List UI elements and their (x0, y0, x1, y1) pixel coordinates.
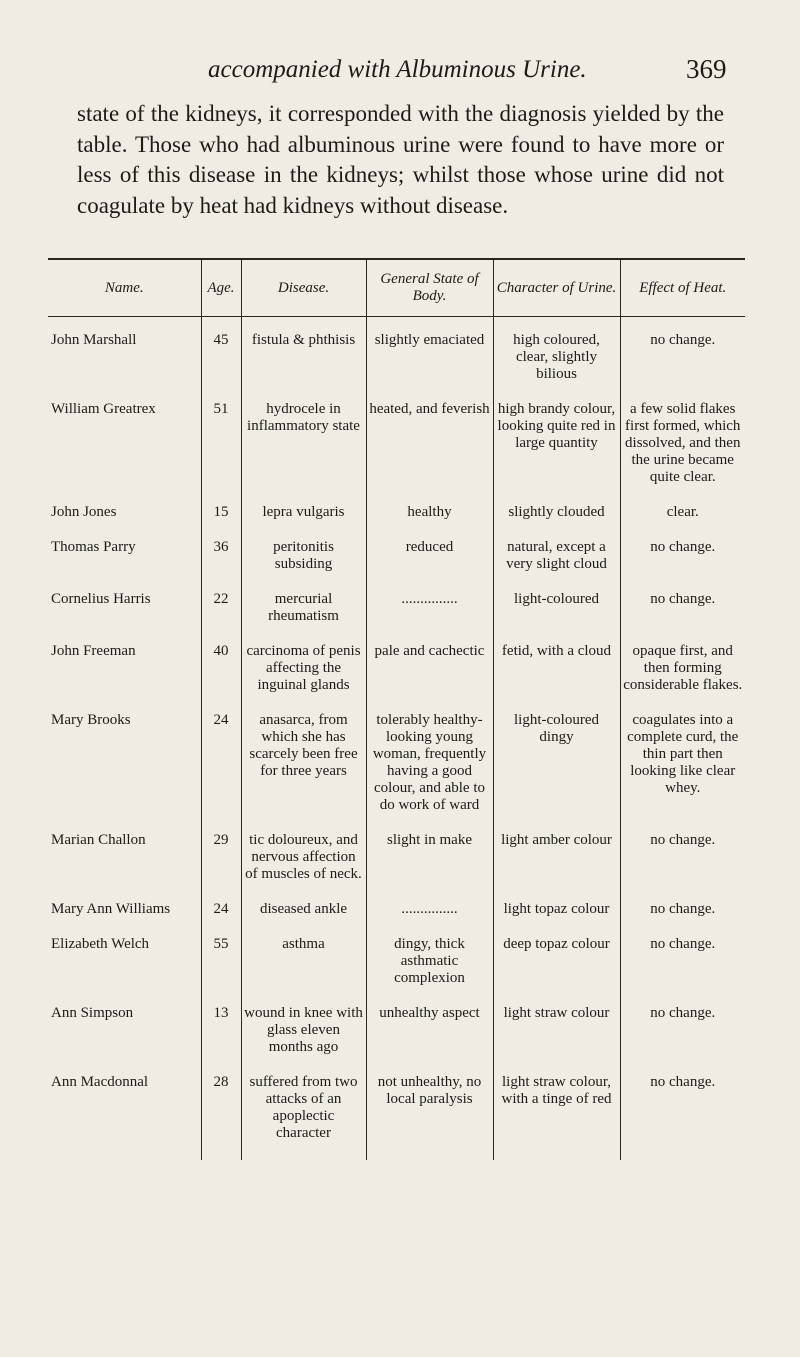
cell-age: 40 (201, 643, 241, 712)
cell-name: John Freeman (51, 643, 136, 659)
cell-disease: fistula & phthisis (241, 332, 366, 401)
cell-heat-effect: no change. (620, 901, 745, 936)
cell-name: William Greatrex (51, 401, 156, 417)
cell-name: Thomas Parry (51, 539, 136, 555)
cell-general-state: pale and cachectic (366, 643, 493, 712)
spacer-cell (620, 317, 745, 333)
cell-name: John Marshall (51, 332, 137, 348)
cell-general-state: ............... (366, 591, 493, 643)
cell-name: Ann Simpson (51, 1005, 134, 1021)
cell-age: 24 (201, 901, 241, 936)
cell-name: Elizabeth Welch (51, 936, 150, 952)
page-header (0, 50, 800, 86)
header-age: Age. (201, 260, 241, 317)
cell-disease: peritonitis subsiding (241, 539, 366, 591)
cell-age: 22 (201, 591, 241, 643)
cell-urine-character: light straw colour (493, 1005, 620, 1074)
table-row (48, 591, 745, 643)
cell-urine-character: light topaz colour (493, 901, 620, 936)
spacer-cell (366, 317, 493, 333)
cell-heat-effect: a few solid flakes first formed, which dissolved, and then the urine became quite clear. (620, 401, 745, 504)
cell-age: 29 (201, 832, 241, 901)
cell-heat-effect: no change. (620, 332, 745, 401)
cell-age: 55 (201, 936, 241, 1005)
spacer-cell (493, 317, 620, 333)
spacer-cell (241, 317, 366, 333)
cell-heat-effect: coagulates into a complete curd, the thin part then looking like clear whey. (620, 712, 745, 832)
table-row (48, 332, 745, 401)
page-number: 369 (686, 54, 727, 84)
table-row (48, 1005, 745, 1074)
table-row (48, 832, 745, 901)
table-row (48, 539, 745, 591)
header-disease: Disease. (241, 260, 366, 317)
cell-disease: hydrocele in inflammatory state (241, 401, 366, 504)
cell-heat-effect: no change. (620, 832, 745, 901)
cell-age: 36 (201, 539, 241, 591)
cell-age: 51 (201, 401, 241, 504)
cell-general-state: tolerably healthy-looking young woman, frequently having a good colour, and able to do work of ward (366, 712, 493, 832)
cell-name: John Jones (51, 504, 117, 520)
cell-heat-effect: no change. (620, 539, 745, 591)
cell-age: 24 (201, 712, 241, 832)
cell-urine-character: high coloured, clear, slightly bilious (493, 332, 620, 401)
cell-disease: tic doloureux, and nervous affection of muscles of neck. (241, 832, 366, 901)
cell-urine-character: fetid, with a cloud (493, 643, 620, 712)
cell-name: Mary Brooks (51, 712, 131, 728)
intro-paragraph: state of the kidneys, it corresponded with the diagnosis yielded by the table. Those who had albuminous urine were found to have more or less of this disease in the kidneys; whilst those whose urine did not coagulate by heat had kidneys without disease. (77, 101, 724, 218)
cell-disease: suffered from two attacks of an apoplectic character (241, 1074, 366, 1160)
cell-urine-character: light-coloured dingy (493, 712, 620, 832)
cell-disease: anasarca, from which she has scarcely been free for three years (241, 712, 366, 832)
cell-heat-effect: no change. (620, 1074, 745, 1160)
cell-urine-character: natural, except a very slight cloud (493, 539, 620, 591)
patient-table (48, 258, 745, 1160)
table-row (48, 504, 745, 539)
cell-general-state: slightly emaciated (366, 332, 493, 401)
cell-general-state: unhealthy aspect (366, 1005, 493, 1074)
table-row (48, 643, 745, 712)
cell-heat-effect: no change. (620, 936, 745, 1005)
cell-general-state: dingy, thick asthmatic complexion (366, 936, 493, 1005)
header-urine-character: Character of Urine. (493, 260, 620, 317)
cell-age: 15 (201, 504, 241, 539)
cell-disease: wound in knee with glass eleven months ago (241, 1005, 366, 1074)
table-header-row (48, 260, 745, 317)
header-general-state: General State of Body. (366, 260, 493, 317)
cell-urine-character: light-coloured (493, 591, 620, 643)
cell-age: 13 (201, 1005, 241, 1074)
cell-name: Marian Challon (51, 832, 146, 848)
table-row (48, 401, 745, 504)
cell-disease: carcinoma of penis affecting the inguinal glands (241, 643, 366, 712)
cell-general-state: slight in make (366, 832, 493, 901)
cell-age: 45 (201, 332, 241, 401)
cell-general-state: ............... (366, 901, 493, 936)
cell-general-state: reduced (366, 539, 493, 591)
cell-name: Ann Macdonnal (51, 1074, 149, 1090)
table-row (48, 901, 745, 936)
cell-urine-character: slightly clouded (493, 504, 620, 539)
cell-disease: lepra vulgaris (241, 504, 366, 539)
cell-general-state: not unhealthy, no local paralysis (366, 1074, 493, 1160)
cell-general-state: heated, and feverish (366, 401, 493, 504)
cell-name: Cornelius Harris (51, 591, 151, 607)
cell-heat-effect: no change. (620, 1005, 745, 1074)
cell-heat-effect: clear. (620, 504, 745, 539)
table-row (48, 936, 745, 1005)
cell-disease: diseased ankle (241, 901, 366, 936)
cell-heat-effect: opaque first, and then forming considerable flakes. (620, 643, 745, 712)
table-row (48, 1074, 745, 1160)
cell-urine-character: deep topaz colour (493, 936, 620, 1005)
cell-urine-character: light straw colour, with a tinge of red (493, 1074, 620, 1160)
header-name: Name. (104, 279, 144, 296)
spacer-cell (201, 317, 241, 333)
cell-disease: mercurial rheumatism (241, 591, 366, 643)
cell-urine-character: light amber colour (493, 832, 620, 901)
cell-name: Mary Ann Williams (51, 901, 171, 917)
cell-general-state: healthy (366, 504, 493, 539)
cell-disease: asthma (241, 936, 366, 1005)
table-row (48, 712, 745, 832)
spacer-cell (48, 317, 201, 333)
cell-urine-character: high brandy colour, looking quite red in large quantity (493, 401, 620, 504)
header-heat-effect: Effect of Heat. (620, 260, 745, 317)
table-spacer-row (48, 317, 745, 333)
cell-heat-effect: no change. (620, 591, 745, 643)
running-title: accompanied with Albuminous Urine. (208, 56, 587, 83)
cell-age: 28 (201, 1074, 241, 1160)
